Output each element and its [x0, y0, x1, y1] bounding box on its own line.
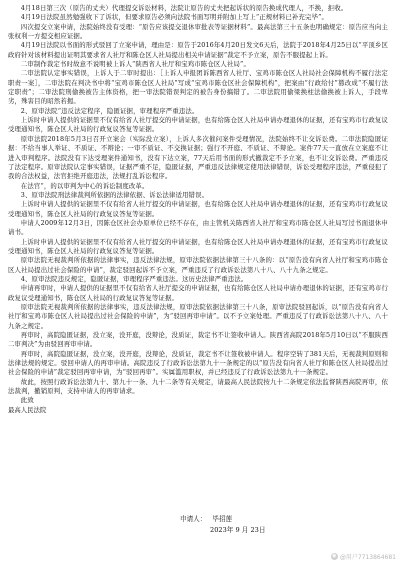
addressee: 最高人民法院 — [8, 405, 47, 414]
signature-line — [180, 514, 265, 525]
document-body — [8, 4, 388, 406]
body-paragraph: 此致 — [20, 396, 34, 405]
body-paragraph: 上诉时申请人提供的证据里不仅有给省人社厅提交的申请证据，也有给陈仓区人社局申请办理退休的证据，还有宝鸡市行政复议受理通知书，陈仓区人社局的行政复议答复等证据。 — [8, 116, 388, 134]
body-paragraph: 2、原审法院“违反法定程序，隐匿证据，审理程序严重违法。 — [20, 106, 199, 115]
body-paragraph: 故此，按照行政诉讼法第九十、第九十一条、九十二条等有关规定，请最高人民法院按九十二条规定依法监督陕西高院再审，依法裁判，撤销原判，支持申请人的再审请求。 — [8, 377, 388, 396]
body-paragraph: 四次提交立案申请，法院始终没有受理：“原告应该提交退休审批表等证据材料”。最高法第三十五条也明确规定：原告应当向主张权利一方提交相应证据。 — [8, 22, 388, 41]
body-paragraph: 二审制作裁定书时故意不说明被上诉人“陕西省人社厅和宝鸡市陈仓区人社局”。 — [20, 60, 251, 69]
body-paragraph: 再审时，高院隐匿证据，没立案，没开庭，没辩论，没质证，裁定书不让签收申请人。陕西省高院2018年5月10日以“不服陕西二审判决”为由驳回再审申请。 — [8, 331, 388, 349]
body-paragraph: 3、原审法院刑法律裁判所依据的法律依据、诉讼法律适用错误。 — [20, 190, 209, 199]
watermark-text: @用户7713864681 — [339, 554, 396, 561]
body-paragraph: 上诉时申请人提供的证据里不仅有给省人社厅提交的申请证据，也有给陈仓区人社局申请办理退休的证据，还有宝鸡市行政复议受理通知书，陈仓区人社局的行政复议答复等证据。 — [8, 200, 388, 218]
watermark — [331, 552, 396, 561]
body-paragraph: 上诉时申请人提供的证据里不仅有给省人社厅提交的申请证据，也有给陈仓区人社局申请办理退休的证据，还有宝鸡市行政复议受理通知书，陈仓区人社局的行政复议答复等证据。 — [8, 237, 388, 255]
body-paragraph: 4月19日法院以书面的形式驳回了立案申请，理由是：原告于2016年4月20日发文6天后，法院于2018年4月25日以“平顶乡区政府针对该材料提出证明其要求省人社厅和陈仓区人社局提出相关申请证据”裁定不予立案，原告不服提起上诉。 — [8, 41, 388, 59]
body-paragraph: 在法官“，的以审判为中心的诉讼制度改革。 — [20, 181, 149, 190]
signature-name: 毕招莲 — [212, 515, 233, 523]
body-paragraph: 4月18日第三次（原告的丈夫）代理提交诉讼材料，法院让原告的丈夫把起诉状的原告换成代理人，不换，拒收。 — [20, 4, 348, 12]
body-paragraph: 原审法院无视裁判所依据的法律事实，违反法律法规，原审法院依据法律第三十八条，原审法院驳回起诉，以“原告没有向省人社厅和宝鸡市陈仓区人社局提出过社会保险的申请”，为“驳回再审申请”。以不予立案处理。严重违反了行政诉讼法第八十八、八十九条之规定。 — [8, 303, 388, 330]
body-paragraph: 申请人2009年12月3日，因陈仓区社会办原单位已经不存在，由主管机关陈西省人社厅和宝鸡市陈仓区人社局写过书面退休申请书。 — [8, 218, 388, 237]
body-paragraph: 申请再审时，申请人提供的证据里不仅有给省人社厅提交的申请证据，也有给陈仓区人社局申请办理退休的证据，还有宝鸡市行政复议受理通知书，陈仓区人社局的行政复议答复等证据。 — [8, 284, 388, 302]
body-paragraph: 再审时，高院隐匿证据，没立案，没开庭，没辩论，没质证，裁定书不让签收被申请人。程序空转了381天后，无视裁判原则和法律法规的规定。驳回申请人的再审申请。高院违反了行政诉讼法第九十一条规定的以“原告没有向省人社厅和陈仓区人社局提出过社会保险的申请”裁定驳回再审申请，为“驳回再审”。实属滥用职权，并已经违反了行政诉讼法第九十一条规定。 — [8, 349, 388, 377]
body-paragraph: 原审法院2018年5月3日召开立案会（实际没立案），上诉人多次催问案件受理情况，法院始终不让交诉讼费。二审法院隐匿证据：不给当事人举证、不质证、不辩论；一审不质证、不交换证据；强行不开庭、不质证、不辩论。案件77天一直放在立案庭不让进入审判程序。法院没有下达受理案件通知书，没有下达立案，77天后用书面的形式撤裁定不予立案，也不让交诉讼费。严重违反了法定程序。原审法院认定事实错误，证据严重不足，隐匿证据，严重违反法律规定使用法律错误，诉讼受理程序违法，严重侵犯了我的合法权益，法官拒绝开庭违法，法规打乱诉讼程序。 — [8, 134, 388, 181]
body-paragraph: 4、原审法院违反规定，隐匿证据，审理程序严重违法。这历史法律严重违法。 — [20, 274, 248, 283]
signature-block — [180, 514, 265, 536]
body-paragraph: 原审法院无视裁判所依据的法律事实，违反法律法规，原审法院依据法律第三十八条的：以“原告没有向省人社厅和宝鸡市陈仓区人社局提出过社会保险的申请”，裁定驳回起诉不予立案，严重违反了行政诉讼法第八十八、八十九条之规定。 — [8, 256, 388, 274]
weibo-icon: ◉ — [332, 553, 337, 559]
body-paragraph: 二审法院认定事实错误，上诉人于二审时提出：［上诉人申报团诉陈西省人社厅、宝鸡市陈仓区人社局社会保障机构不履行法定职责一案］，二审法院在判决书中将“宝鸡市陈仓区人社局”写成“宝鸡市陈仓区社会保障机构”，把案由“行政给付”篡改成“不履行法定职责”；二审法院刑偷换被告主体资格，把一审法院错误判定的被告身份搞错了。二审法院用偷梁换柱法偷换被上诉人，手段卑劣，殊害目的昭然若揭。 — [8, 69, 388, 106]
signature-date: 2023年 9 月 23日 — [210, 526, 266, 534]
body-paragraph: 4月19日法院虽然勉强收下了诉状，但要求原告必须向法院书面写明并附加上写上“正规材料已补充完毕”。 — [20, 13, 329, 22]
signature-label: 申请人： — [180, 515, 207, 523]
